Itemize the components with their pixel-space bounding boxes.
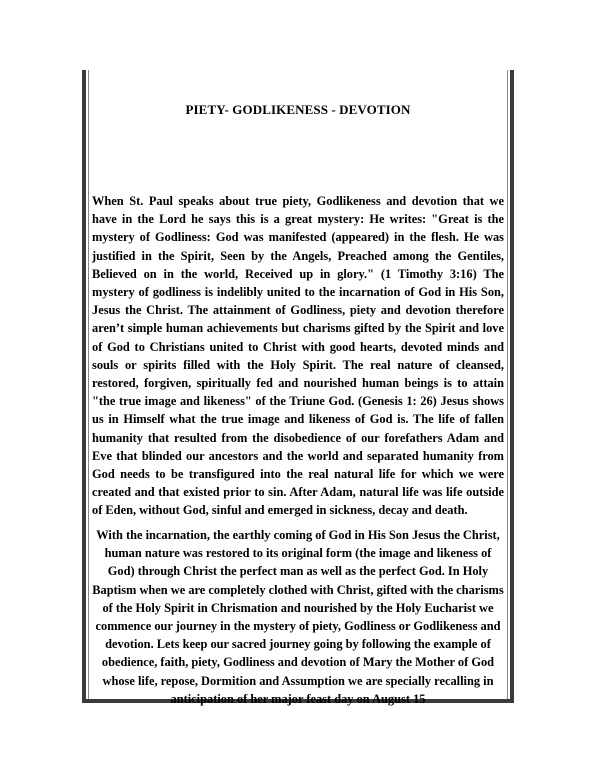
document-title: PIETY- GODLIKENESS - DEVOTION bbox=[185, 102, 411, 117]
paragraph-2: With the incarnation, the earthly coming of God in His Son Jesus the Christ, human nature was restored to its original form (the image and likeness of God) through Christ the perfect man as well as the perfect God. In Holy Baptism when we are completely clothed with Christ, gifted with the charisms of the Holy Spirit in Chrismation and nourished by the Holy Eucharist we commence our journey in the mystery of piety, Godliness or Godlikeness and devotion. Lets keep our sacred journey going by following the example of obedience, faith, piety, Godliness and devotion of Mary the Mother of God whose life, repose, Dormition and Assumption we are specially recalling in anticipation of her major feast day on August 15 bbox=[92, 528, 504, 706]
paragraph-1: When St. Paul speaks about true piety, Godlikeness and devotion that we have in the Lord he says this is a great mystery: He writes: "Great is the mystery of Godliness: God was manifested (appeared) in the flesh. He was justified in the Spirit, Seen by the Angels, Preached among the Gentiles, Believed on in the world, Received up in glory." (1 Timothy 3:16) The mystery of godliness is indelibly united to the incarnation of God in His Son, Jesus the Christ. The attainment of Godliness, piety and devotion therefore aren’t simple human achievements but charisms gifted by the Spirit and love of God to Christians united to Christ with good hearts, devoted minds and souls or spirits filled with the Holy Spirit. The real nature of cleansed, restored, forgiven, spiritually fed and nourished human beings is to attain "the true image and likeness" of the Triune God. (Genesis 1: 26) Jesus shows us in Himself what the true image and likeness of God is. The life of fallen humanity that resulted from the disobedience of our forefathers Adam and Eve that blinded our ancestors and the world and separated humanity from God needs to be transfigured into the real natural life for which we were created and that existed prior to sin. After Adam, natural life was life outside of Eden, without God, sinful and emerged in sickness, decay and death. bbox=[92, 194, 504, 518]
document-frame bbox=[82, 70, 514, 706]
